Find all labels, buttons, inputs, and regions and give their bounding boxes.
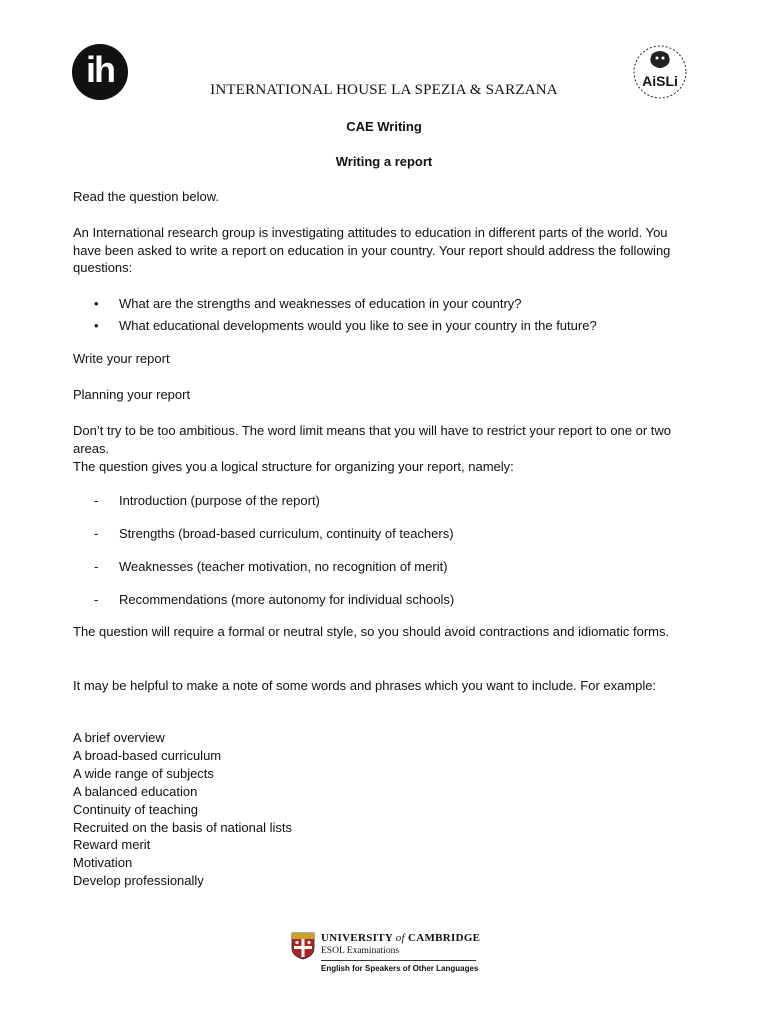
- university-of: of: [395, 932, 405, 944]
- esol-examinations: ESOL Examinations: [321, 946, 400, 956]
- dash-mark: -: [94, 493, 99, 508]
- structure-item-text: Introduction (purpose of the report): [119, 493, 320, 508]
- structure-item-text: Strengths (broad-based curriculum, continuity of teachers): [119, 526, 454, 541]
- structure-item-text: Recommendations (more autonomy for individual schools): [119, 592, 455, 607]
- dash-mark: -: [94, 592, 99, 607]
- phrase-item: Recruited on the basis of national lists: [73, 819, 292, 835]
- university-prefix: UNIVERSITY: [321, 932, 393, 944]
- cambridge-university-name: [321, 932, 480, 944]
- ih-logo-text: ih: [86, 49, 114, 90]
- write-instruction: Write your report: [73, 351, 170, 366]
- phrase-item: Develop professionally: [73, 873, 204, 889]
- phrase-item: Motivation: [73, 855, 133, 871]
- document-subtitle: Writing a report: [335, 154, 433, 169]
- structure-item-text: Weaknesses (teacher motivation, no recognition of merit): [119, 559, 448, 574]
- planning-heading: Planning your report: [73, 387, 191, 402]
- cambridge-crest-icon: [291, 932, 315, 960]
- question-paragraph: An International research group is investigating attitudes to education in different parts of the world. You have been asked to write a report on education in your country. Your report should address the following questions:: [73, 225, 671, 275]
- phrase-list: [73, 729, 292, 890]
- phrase-item: A brief overview: [73, 730, 165, 745]
- document-title: CAE Writing: [346, 119, 422, 134]
- bullet-text: What are the strengths and weaknesses of education in your country?: [119, 296, 522, 311]
- phrase-item: A balanced education: [73, 783, 198, 799]
- bullet-mark: •: [94, 296, 99, 311]
- bullet-text: What educational developments would you like to see in your country in the future?: [119, 318, 597, 333]
- dash-mark: -: [94, 526, 99, 541]
- planning-paragraph: Don’t try to be too ambitious. The word limit means that you will have to restrict your report to one or two areas.: [73, 423, 672, 456]
- bullet-mark: •: [94, 318, 99, 333]
- dash-mark: -: [94, 559, 99, 574]
- phrases-intro: It may be helpful to make a note of some words and phrases which you want to include. For example:: [73, 678, 657, 693]
- phrase-item: Continuity of teaching: [73, 801, 199, 817]
- organization-name: INTERNATIONAL HOUSE LA SPEZIA & SARZANA: [210, 82, 558, 98]
- university-name: CAMBRIDGE: [407, 932, 481, 944]
- aisli-logo-text: AiSLi: [642, 73, 678, 89]
- intro-paragraph: Read the question below.: [73, 189, 219, 204]
- cambridge-tagline: English for Speakers of Other Languages: [321, 964, 479, 973]
- phrase-item: A wide range of subjects: [73, 765, 214, 781]
- style-note: The question will require a formal or neutral style, so you should avoid contractions and idiomatic forms.: [73, 624, 670, 639]
- logo-divider: [321, 960, 476, 961]
- cambridge-logo: [291, 930, 481, 976]
- phrase-item: Reward merit: [73, 837, 151, 853]
- structure-intro: The question gives you a logical structure for organizing your report, namely:: [73, 459, 514, 474]
- phrase-item: A broad-based curriculum: [73, 747, 222, 763]
